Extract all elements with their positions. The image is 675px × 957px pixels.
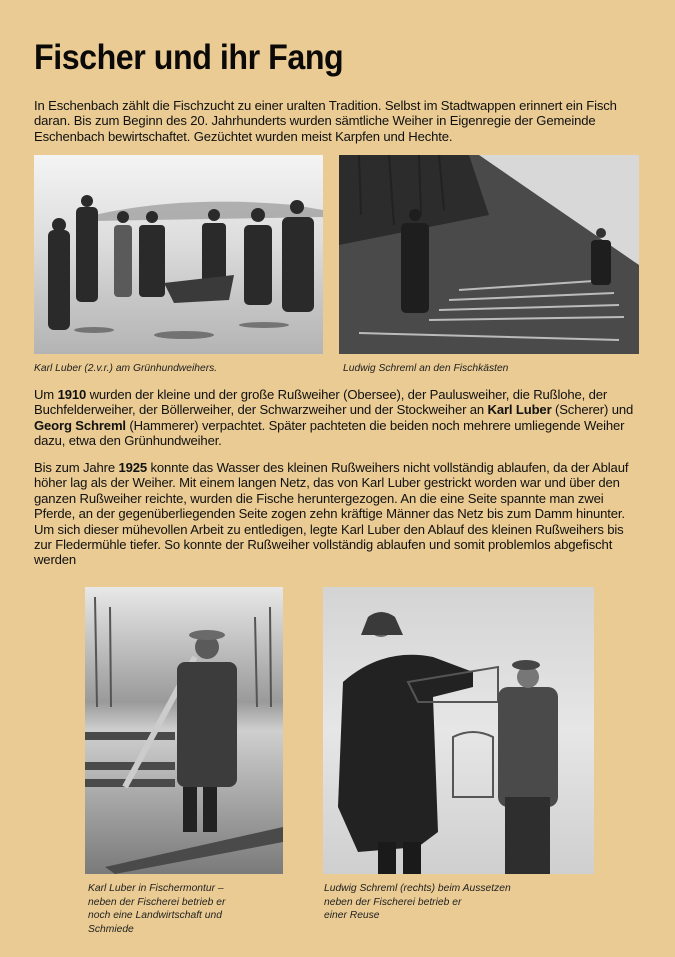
name-georg-schreml: Georg Schreml bbox=[34, 417, 126, 433]
photo-fish-boxes bbox=[339, 155, 639, 354]
photo-karl-luber bbox=[85, 587, 283, 874]
photo-ludwig-schreml bbox=[323, 587, 594, 874]
photo-caption-2: Ludwig Schreml an den Fischkästen bbox=[343, 363, 509, 374]
paragraph-1910: Um 1910 wurden der kleine und der große Rußweiher (Obersee), der Paulusweiher, die Rußlohe, der Buchfelderweiher, der Böllerweiher, der Schwarzweiher und der Stockweiher an Karl Luber (Scherer) und Georg Schreml (Hammerer) verpachtet. Später pachteten die beiden noch mehrere umliegende Weiher dazu, etwa den Grünhundweiher. bbox=[34, 387, 634, 449]
intro-paragraph: In Eschenbach zählt die Fischzucht zu einer uralten Tradition. Selbst im Stadtwappen erinnert ein Fisch daran. Bis zum Beginn des 20. Jahrhunderts wurden sämtliche Weiher in Eigenregie der Gemeinde Eschenbach bewirtschaftet. Gezüchtet wurden meist Karpfen und Hechte. bbox=[34, 98, 617, 144]
photo-caption-1: Karl Luber (2.v.r.) am Grünhundweihers. bbox=[34, 363, 218, 374]
photo-caption-4: Ludwig Schreml (rechts) beim Aussetzen neben der Fischerei betrieb er einer Reuse bbox=[324, 883, 511, 921]
paragraph-1925: Bis zum Jahre 1925 konnte das Wasser des kleinen Rußweihers nicht vollständig ablaufen, da der Ablauf höher lag als der Weiher. Mit einem langen Netz, das von Karl Luber gestrickt worden war und über den ganzen Rußweiher reichte, wurden die Fische heruntergezogen. An die eine Seite spannte man zwei Pferde, an der gegenüberliegenden Seite zogen zehn kräftige Männer das Netz bis zum Damm hinunter. Um sich dieser mühevollen Arbeit zu entledigen, legte Karl Luber den Ablauf des kleinen Rußweihers bis zur Fledermühle tiefer. So konnte der Rußweiher vollständig ablaufen und somit problemlos abgefischt werden bbox=[34, 460, 629, 568]
year-1910: 1910 bbox=[57, 387, 87, 402]
page-title: Fischer und ihr Fang bbox=[34, 38, 344, 77]
year-1925: 1925 bbox=[118, 460, 148, 475]
photo-fishermen-pond bbox=[34, 155, 323, 354]
name-karl-luber: Karl Luber bbox=[487, 402, 552, 418]
photo-caption-3: Karl Luber in Fischermontur – neben der Fischerei betrieb er noch eine Landwirtschaft und Schmiede bbox=[88, 883, 226, 935]
